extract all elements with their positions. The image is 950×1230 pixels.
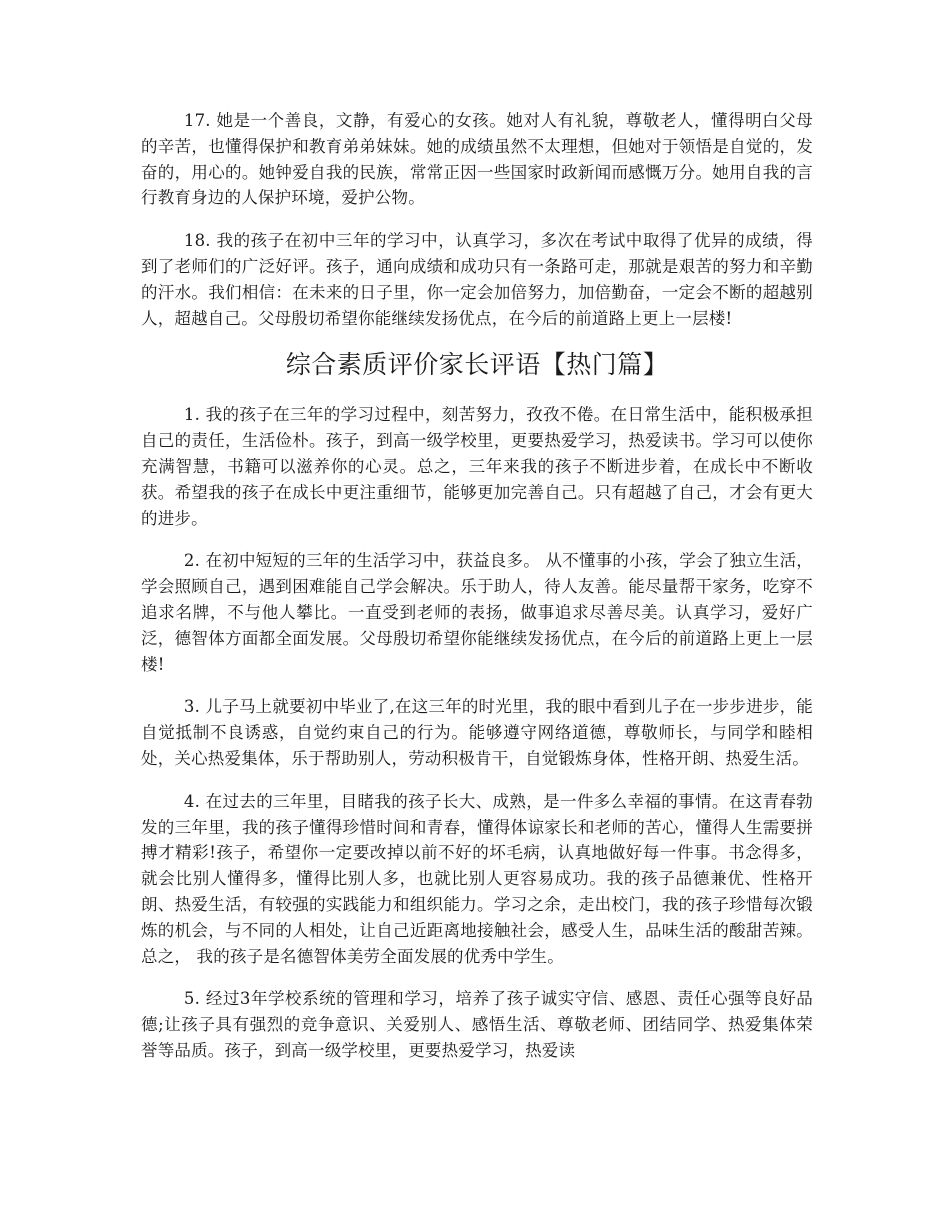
paragraph-2: 2. 在初中短短的三年的生活学习中，获益良多。 从不懂事的小孩，学会了独立生活，学会照顾自己，遇到困难能自己学会解决。乐于助人，待人友善。能尽量帮干家务，吃穿不追求名牌，不与他人攀比。一直受到老师的表扬，做事追求尽善尽美。认真学习，爱好广泛，德智体方面都全面发展。父母殷切希望你能继续发扬优点，在今后的前道路上更上一层楼! <box>141 551 813 674</box>
paragraph-4: 4. 在过去的三年里，目睹我的孩子长大、成熟，是一件多么幸福的事情。在这青春勃发的三年里，我的孩子懂得珍惜时间和青春，懂得体谅家长和老师的苦心，懂得人生需要拼搏才精彩!孩子，希望你一定要改掉以前不好的坏毛病，认真地做好每一件事。书念得多，就会比别人懂得多，懂得比别人多，也就比别人更容易成功。我的孩子品德兼优、性格开朗、热爱生活，有较强的实践能力和组织能力。学习之余，走出校门，我的孩子珍惜每次锻炼的机会，与不同的人相处，让自己近距离地接触社会，感受人生，品味生活的酸甜苦辣。总之， 我的孩子是名德智体美劳全面发展的优秀中学生。 <box>141 791 813 966</box>
section-heading: 综合素质评价家长评语【热门篇】 <box>285 350 669 380</box>
paragraph-5: 5. 经过3年学校系统的管理和学习，培养了孩子诚实守信、感恩、责任心强等良好品德;让孩子具有强烈的竞争意识、关爱别人、感悟生活、尊敬老师、团结同学、热爱集体荣誉等品质。孩子，到高一级学校里，更要热爱学习，热爱读 <box>141 989 813 1060</box>
paragraph-3: 3. 儿子马上就要初中毕业了,在这三年的时光里，我的眼中看到儿子在一步步进步，能自觉抵制不良诱惑，自觉约束自己的行为。能够遵守网络道德，尊敬师长，与同学和睦相处，关心热爱集体，乐于帮助别人，劳动积极肯干，自觉锻炼身体，性格开朗、热爱生活。 <box>141 697 813 768</box>
paragraph-18: 18. 我的孩子在初中三年的学习中，认真学习，多次在考试中取得了优异的成绩，得到了老师们的广泛好评。孩子，通向成绩和成功只有一条路可走，那就是艰苦的努力和辛勤的汗水。我们相信：在未来的日子里，你一定会加倍努力，加倍勤奋，一定会不断的超越别人，超越自己。父母殷切希望你能继续发扬优点，在今后的前道路上更上一层楼! <box>141 231 813 328</box>
paragraph-17: 17. 她是一个善良，文静，有爱心的女孩。她对人有礼貌，尊敬老人，懂得明白父母的辛苦，也懂得保护和教育弟弟妹妹。她的成绩虽然不太理想，但她对于领悟是自觉的，发奋的，用心的。她钟爱自我的民族，常常正因一些国家时政新闻而感慨万分。她用自我的言行教育身边的人保护环境，爱护公物。 <box>141 111 813 208</box>
document-page <box>141 108 813 1081</box>
paragraph-1: 1. 我的孩子在三年的学习过程中，刻苦努力，孜孜不倦。在日常生活中，能积极承担自己的责任，生活俭朴。孩子，到高一级学校里，更要热爱学习，热爱读书。学习可以使你充满智慧，书籍可以滋养你的心灵。总之，三年来我的孩子不断进步着，在成长中不断收获。希望我的孩子在成长中更注重细节，能够更加完善自己。只有超越了自己，才会有更大的进步。 <box>141 405 813 528</box>
